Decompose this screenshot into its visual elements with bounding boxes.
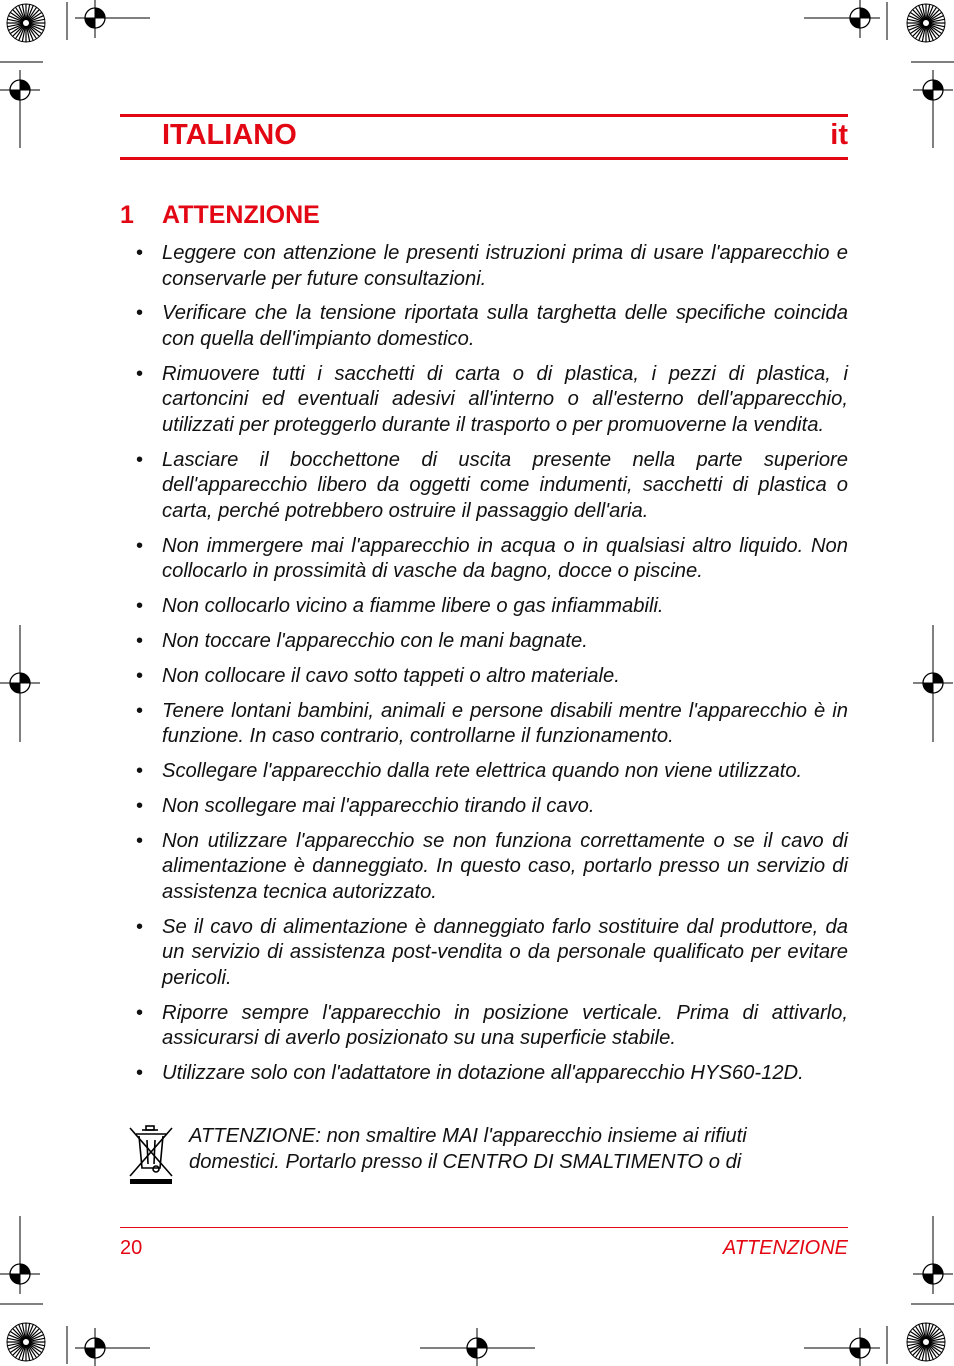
list-item: • Lasciare il bocchettone di uscita presente nella parte superiore dell'apparecchio libero da oggetti come indumenti, sacchetti di plastica o carta, perché potrebbero ostruire il passaggio dell'aria. xyxy=(162,448,848,525)
list-item: • Non utilizzare l'apparecchio se non funziona correttamente o se il cavo di alimentazione è danneggiato. In questo caso, portarlo presso un servizio di assistenza tecnica autorizzato. xyxy=(162,829,848,906)
list-item: • Scollegare l'apparecchio dalla rete elettrica quando non viene utilizzato. xyxy=(162,759,848,785)
safety-instructions-list xyxy=(162,241,848,1096)
list-item: • Riporre sempre l'apparecchio in posizione verticale. Prima di attivarlo, assicurarsi di averlo posizionato su una superficie stabile. xyxy=(162,1001,848,1052)
list-item: • Non collocare il cavo sotto tappeti o altro materiale. xyxy=(162,664,848,690)
header-language-code: it xyxy=(830,119,848,151)
list-item: • Se il cavo di alimentazione è danneggiato farlo sostituire dal produttore, da un servizio di assistenza post-vendita o da personale qualificato per evitare pericoli. xyxy=(162,915,848,992)
list-item: • Non immergere mai l'apparecchio in acqua o in qualsiasi altro liquido. Non collocarlo in prossimità di vasche da bagno, docce o piscine. xyxy=(162,534,848,585)
list-item: • Utilizzare solo con l'adattatore in dotazione all'apparecchio HYS60-12D. xyxy=(162,1061,848,1087)
section-title: ATTENZIONE xyxy=(162,201,320,229)
section-number: 1 xyxy=(120,201,134,229)
crossed-out-wheelie-bin-icon xyxy=(126,1124,176,1186)
header-bottom-rule xyxy=(120,157,848,160)
footer-section-name: ATTENZIONE xyxy=(722,1237,848,1259)
list-item: • Verificare che la tensione riportata sulla targhetta delle specifiche coincida con quella dell'impianto domestico. xyxy=(162,301,848,352)
disposal-warning-text: ATTENZIONE: non smaltire MAI l'apparecchio insieme ai rifiuti domestici. Portarlo presso il CENTRO DI SMALTIMENTO o di xyxy=(189,1125,747,1173)
header-language-title: ITALIANO xyxy=(162,119,297,151)
list-item: • Non scollegare mai l'apparecchio tirando il cavo. xyxy=(162,794,848,820)
page-number: 20 xyxy=(120,1237,143,1259)
footer-rule xyxy=(120,1227,848,1228)
list-item: • Non collocarlo vicino a fiamme libere o gas infiammabili. xyxy=(162,594,848,620)
list-item: • Leggere con attenzione le presenti istruzioni prima di usare l'apparecchio e conservarle per future consultazioni. xyxy=(162,241,848,292)
list-item: • Rimuovere tutti i sacchetti di carta o di plastica, i pezzi di plastica, i cartoncini ed eventuali adesivi all'interno o all'esterno dell'apparecchio, utilizzati per proteggerlo durante il trasporto o per promuoverne la vendita. xyxy=(162,362,848,439)
list-item: • Non toccare l'apparecchio con le mani bagnate. xyxy=(162,629,848,655)
list-item: • Tenere lontani bambini, animali e persone disabili mentre l'apparecchio è in funzione. In caso contrario, controllarne il funzionamento. xyxy=(162,699,848,750)
